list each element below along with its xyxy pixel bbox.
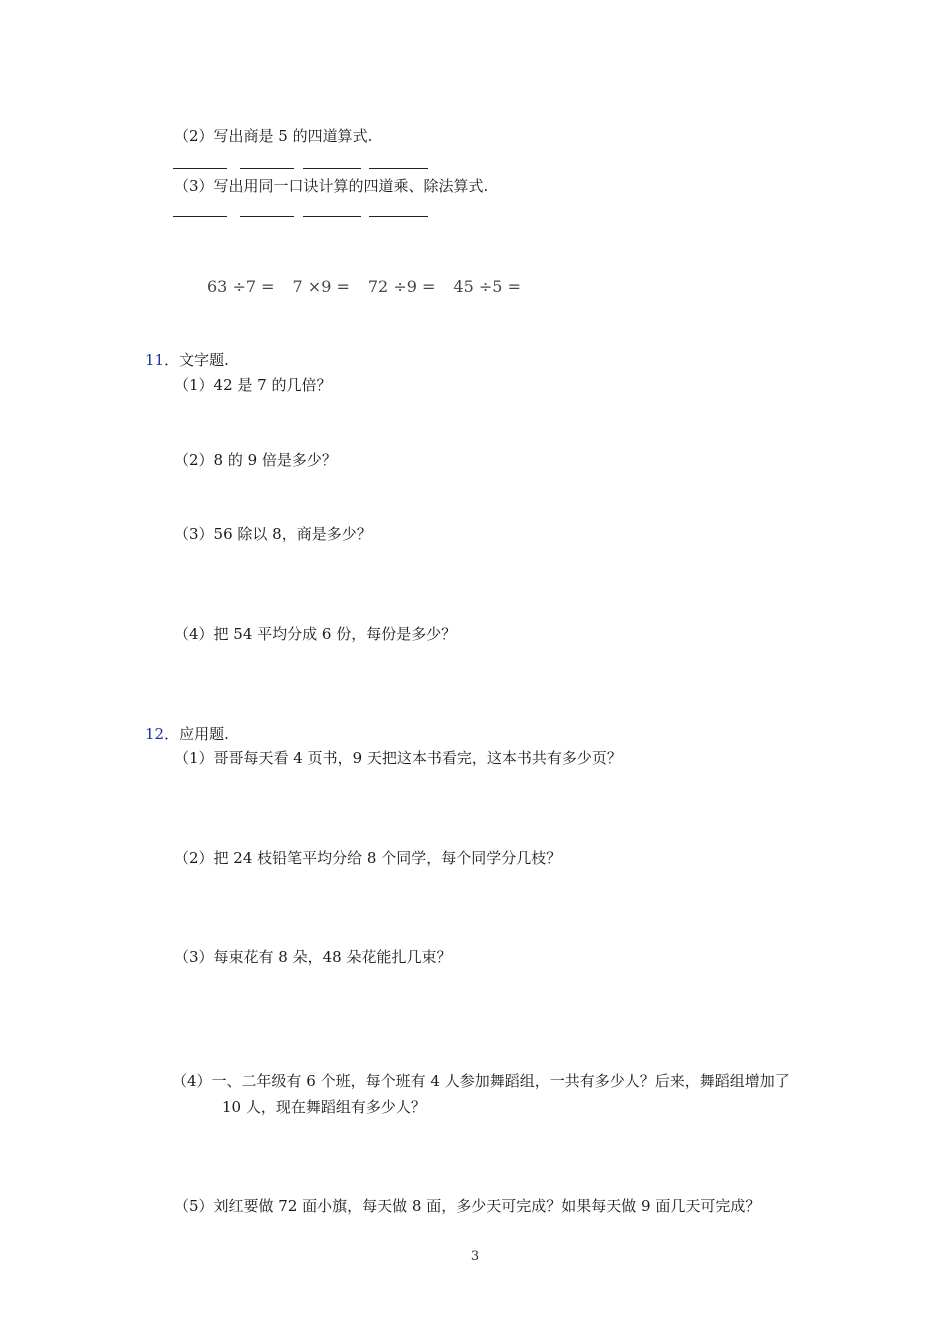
answer-blank[interactable] — [303, 168, 361, 169]
question-number: 11 — [145, 351, 165, 369]
question-12-heading — [145, 724, 229, 744]
question-11-heading — [145, 350, 229, 370]
question-12-part-1: （1）哥哥每天看 4 页书，9 天把这本书看完，这本书共有多少页？ — [174, 749, 622, 767]
answer-blank[interactable] — [240, 216, 294, 217]
question-10-part-2: （2）写出商是 5 的四道算式. — [174, 127, 373, 145]
calculation: 63 ÷7 = — [207, 277, 275, 296]
question-title: ．文字题. — [164, 351, 229, 369]
question-number: 12 — [145, 725, 165, 743]
question-11-part-2: （2）8 的 9 倍是多少？ — [174, 451, 337, 469]
question-12-part-3: （3）每束花有 8 朵，48 朵花能扎几束？ — [174, 948, 452, 966]
question-11-part-3: （3）56 除以 8，商是多少？ — [174, 525, 372, 543]
question-12-part-4: （4）一、二年级有 6 个班，每个班有 4 人参加舞蹈组，一共有多少人？后来，舞蹈组增加了 — [172, 1072, 790, 1090]
calculation-row — [207, 276, 539, 298]
answer-blank[interactable] — [369, 168, 428, 169]
answer-blank[interactable] — [173, 216, 227, 217]
answer-blank[interactable] — [303, 216, 361, 217]
question-11-part-1: （1）42 是 7 的几倍？ — [174, 376, 332, 394]
page-number: 3 — [470, 1249, 480, 1264]
question-title: ．应用题. — [164, 725, 229, 743]
question-11-part-4: （4）把 54 平均分成 6 份，每份是多少？ — [174, 625, 457, 643]
answer-blank[interactable] — [240, 168, 294, 169]
answer-blank[interactable] — [369, 216, 428, 217]
calculation: 7 ×9 = — [292, 277, 350, 296]
question-12-part-4-continued: 10 人，现在舞蹈组有多少人？ — [222, 1098, 426, 1116]
calculation: 45 ÷5 = — [453, 277, 521, 296]
question-12-part-5: （5）刘红要做 72 面小旗，每天做 8 面，多少天可完成？如果每天做 9 面几天可完成？ — [174, 1197, 761, 1215]
calculation: 72 ÷9 = — [367, 277, 436, 296]
question-10-part-3: （3）写出用同一口诀计算的四道乘、除法算式. — [174, 177, 489, 195]
question-12-part-2: （2）把 24 枝铅笔平均分给 8 个同学，每个同学分几枝？ — [174, 849, 562, 867]
answer-blank[interactable] — [173, 168, 227, 169]
